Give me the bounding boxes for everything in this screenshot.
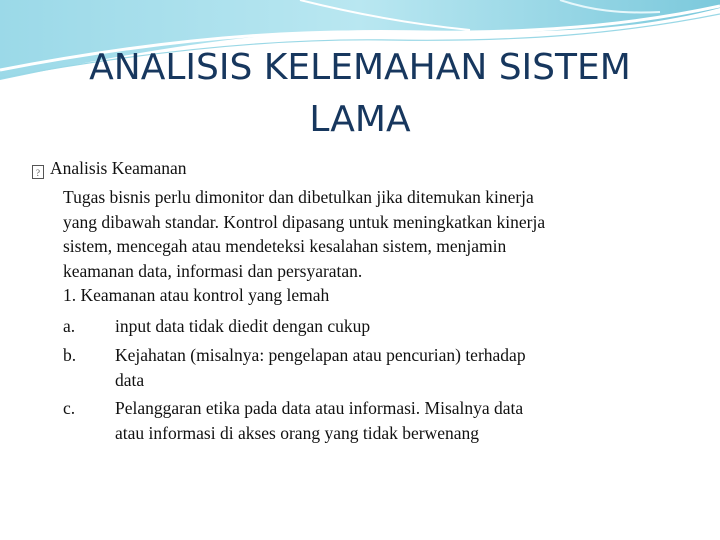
- sub-item-letter: b.: [63, 345, 77, 365]
- bullet-box-icon: ?: [32, 165, 44, 179]
- paragraph-line: keamanan data, informasi dan persyaratan.: [63, 260, 363, 281]
- paragraph-line: Tugas bisnis perlu dimonitor dan dibetulkan jika ditemukan kinerja: [63, 187, 534, 207]
- sub-item-line: data: [115, 369, 145, 390]
- paragraph-line: yang dibawah standar. Kontrol dipasang untuk meningkatkan kinerja: [63, 211, 546, 232]
- sub-item-line: Pelanggaran etika pada data atau informasi. Misalnya data: [115, 398, 524, 418]
- sub-item-text: [115, 314, 675, 339]
- paragraph-line: sistem, mencegah atau mendeteksi kesalahan sistem, menjamin: [63, 236, 507, 256]
- title-line-2: LAMA: [309, 99, 411, 140]
- numbered-item: 1. Keamanan atau kontrol yang lemah: [63, 285, 330, 305]
- sub-item-letter: a.: [63, 316, 76, 336]
- sub-item-text: [115, 343, 675, 392]
- sub-item-text: [115, 396, 675, 445]
- description-paragraph: [63, 185, 683, 283]
- bullet-heading: Analisis Keamanan: [50, 158, 187, 178]
- title-line-1: ANALISIS KELEMAHAN SISTEM: [89, 47, 631, 88]
- sub-item-line: input data tidak diedit dengan cukup: [115, 316, 371, 336]
- bullet-item: [32, 158, 187, 179]
- sub-item-line: Kejahatan (misalnya: pengelapan atau pencurian) terhadap: [115, 345, 526, 365]
- sub-item-letter: c.: [63, 398, 76, 418]
- sub-item-line: atau informasi di akses orang yang tidak berwenang: [115, 422, 479, 443]
